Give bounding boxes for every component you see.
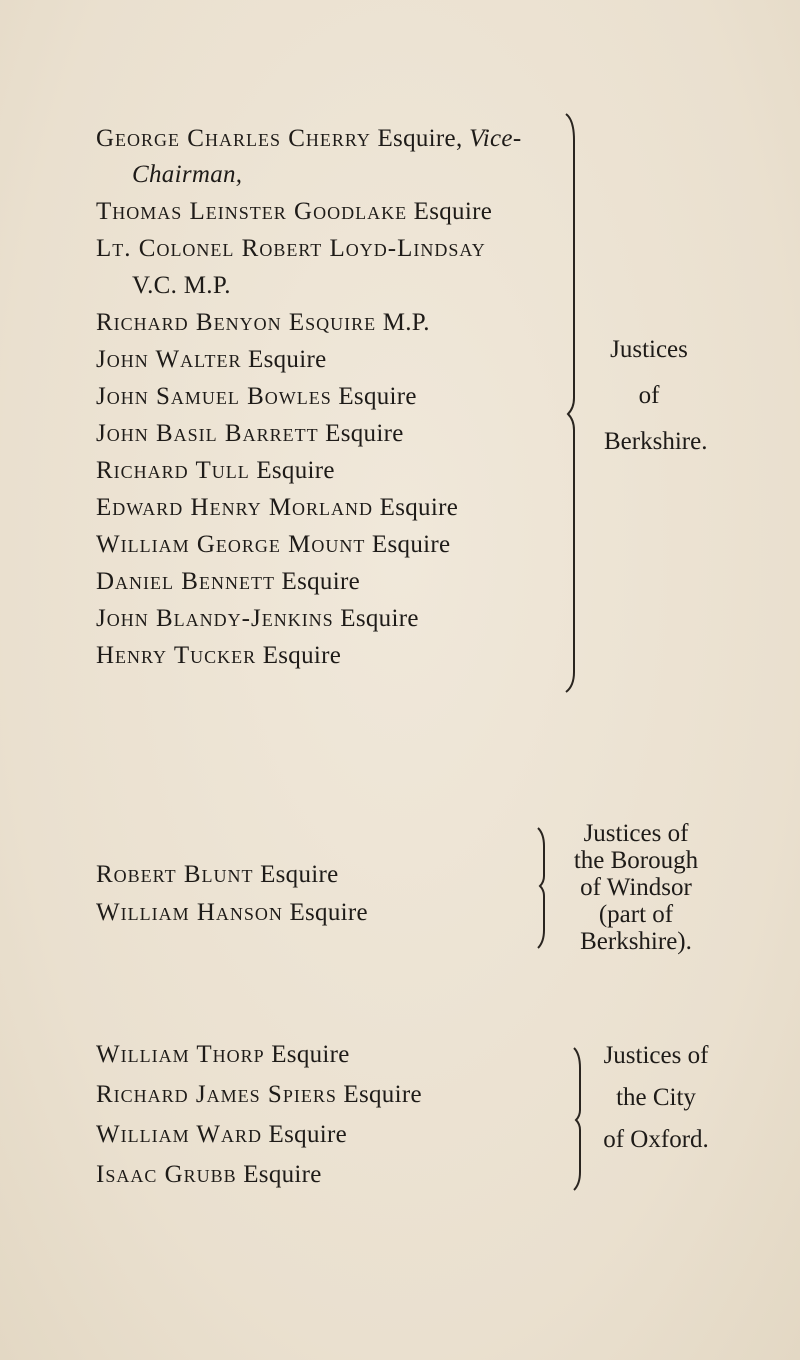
justice-name: Richard Benyon Esquire (96, 309, 377, 336)
windsor-entry (96, 898, 368, 928)
label-line: the Borough (573, 847, 699, 874)
justice-role: Vice- (469, 125, 522, 152)
justice-name: George Charles Cherry (96, 125, 371, 152)
justice-title: Esquire (248, 346, 327, 373)
justice-title: Esquire (379, 494, 459, 521)
justice-name: William Thorp (96, 1041, 265, 1068)
berkshire-entry (96, 234, 486, 264)
justice-name: Thomas Leinster Goodlake (96, 198, 408, 225)
berkshire-entry (96, 419, 404, 449)
berkshire-entry (96, 530, 450, 560)
justice-title: Esquire (343, 1081, 422, 1108)
berkshire-entry (96, 197, 492, 227)
justice-title: Esquire (340, 605, 419, 632)
oxford-entry (96, 1040, 350, 1070)
berkshire-entry-continuation (132, 271, 231, 301)
label-line: Justices of (603, 1042, 709, 1069)
justice-name: Lt. Colonel Robert Loyd-Lindsay (96, 235, 486, 262)
justice-name: William Hanson (96, 899, 283, 926)
label-line: (part of (598, 901, 674, 928)
justice-title: M.P. (382, 309, 430, 336)
justice-title: Esquire (256, 457, 335, 484)
label-line: of Windsor (580, 874, 692, 901)
curly-bracket-icon (568, 0, 598, 1360)
label-line: of Oxford. (603, 1126, 709, 1153)
justice-title: Esquire (281, 568, 360, 595)
oxford-label (586, 1040, 726, 1156)
justice-honours: V.C. M.P. (132, 272, 231, 299)
justice-title: Esquire (262, 642, 342, 669)
justice-name: John Basil Barrett (96, 420, 319, 447)
berkshire-entry (96, 604, 419, 634)
justice-title: Esquire (289, 899, 368, 926)
justice-title: Esquire (260, 861, 339, 888)
label-line: Justices of (583, 820, 689, 847)
berkshire-entry (96, 124, 521, 154)
curly-bracket-icon (530, 0, 560, 1360)
berkshire-entry-continuation (132, 160, 242, 190)
justice-name: Daniel Bennett (96, 568, 275, 595)
justice-name: William Ward (96, 1121, 262, 1148)
oxford-entry (96, 1120, 347, 1150)
justice-name: John Samuel Bowles (96, 383, 332, 410)
justice-name: Henry Tucker (96, 642, 257, 669)
justice-role: Chairman, (132, 161, 243, 188)
justice-name: Robert Blunt (96, 861, 254, 888)
justice-title: Esquire, (377, 125, 463, 152)
label-line: of (638, 382, 660, 409)
justice-title: Esquire (413, 198, 493, 225)
berkshire-entry (96, 345, 327, 375)
berkshire-entry (96, 308, 430, 338)
justice-title: Esquire (325, 420, 404, 447)
justice-name: Edward Henry Morland (96, 494, 374, 521)
justice-name: John Blandy-Jenkins (96, 605, 334, 632)
label-line: Justices (610, 336, 688, 363)
label-line: the City (616, 1084, 696, 1111)
label-line: Berkshire. (604, 428, 708, 455)
berkshire-entry (96, 567, 360, 597)
oxford-entry (96, 1080, 422, 1110)
berkshire-entry (96, 382, 417, 412)
justice-title: Esquire (243, 1161, 322, 1188)
justice-name: Richard Tull (96, 457, 250, 484)
justice-name: John Walter (96, 346, 242, 373)
justice-title: Esquire (371, 531, 451, 558)
justice-title: Esquire (268, 1121, 348, 1148)
berkshire-label (604, 334, 708, 458)
justice-title: Esquire (271, 1041, 350, 1068)
justice-name: Richard James Spiers (96, 1081, 337, 1108)
berkshire-entry (96, 456, 335, 486)
justice-title: Esquire (338, 383, 417, 410)
justice-name: William George Mount (96, 531, 366, 558)
berkshire-entry (96, 641, 341, 671)
label-line: Berkshire). (580, 928, 692, 955)
berkshire-entry (96, 493, 458, 523)
justice-name: Isaac Grubb (96, 1161, 237, 1188)
windsor-entry (96, 860, 339, 890)
oxford-entry (96, 1160, 322, 1190)
